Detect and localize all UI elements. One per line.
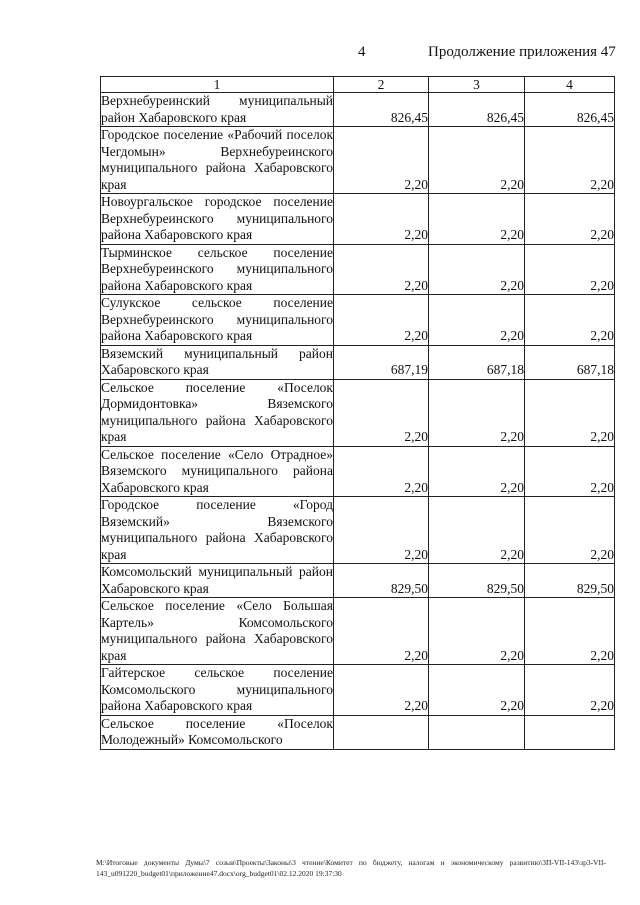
table-row [101, 93, 615, 127]
table-row [101, 715, 615, 749]
value-cell-col2: 2,20 [334, 295, 429, 346]
municipality-name-cell: Сулукское сельское поселение Верхнебуреинского муниципального района Хабаровского края [101, 295, 333, 343]
table-row [101, 379, 615, 446]
municipality-name-cell: Верхнебуреинский муниципальный район Хабаровского края [101, 93, 333, 125]
municipality-name-cell: Сельское поселение «Поселок Молодежный» Комсомольского [101, 715, 333, 747]
value-cell-col2: 2,20 [334, 379, 429, 446]
column-header: 4 [525, 77, 615, 93]
column-header: 1 [101, 77, 334, 93]
value-cell-col4: 2,20 [525, 598, 615, 665]
value-cell-col3: 2,20 [429, 244, 525, 295]
value-cell-col3: 2,20 [429, 127, 525, 194]
value-cell-col3: 2,20 [429, 379, 525, 446]
table-row [101, 295, 615, 346]
value-cell-col2: 826,45 [334, 93, 429, 127]
column-header: 2 [334, 77, 429, 93]
value-cell-col3: 2,20 [429, 295, 525, 346]
municipality-name-cell: Вяземский муниципальный район Хабаровского края [101, 345, 333, 377]
value-cell-col2: 2,20 [334, 244, 429, 295]
column-header: 3 [429, 77, 525, 93]
table-row [101, 345, 615, 379]
value-cell-col2: 2,20 [334, 446, 429, 497]
municipality-name-cell: Новоургальское городское поселение Верхнебуреинского муниципального района Хабаровского края [101, 194, 333, 242]
value-cell-col2: 687,19 [334, 345, 429, 379]
table-row [101, 446, 615, 497]
municipality-name-cell: Городское поселение «Город Вяземский» Вяземского муниципального района Хабаровского края [101, 497, 333, 562]
table-row [101, 194, 615, 245]
municipality-name-cell: Комсомольский муниципальный район Хабаровского края [101, 564, 333, 596]
value-cell-col3: 826,45 [429, 93, 525, 127]
file-path-footer: M:\Итоговые документы Думы\7 созыв\Проекты\Законы\3 чтение\Комитет по бюджету, налогам и экономическому развитию\3П-VII-143\зр3-VII-143_u091220_budget01\приложение47.docx\org_budget01\02.12.2020 19:37:30 [96, 858, 606, 878]
table-row [101, 564, 615, 598]
value-cell-col2: 2,20 [334, 127, 429, 194]
value-cell-col4 [525, 715, 615, 749]
value-cell-col4: 2,20 [525, 665, 615, 716]
value-cell-col4: 2,20 [525, 446, 615, 497]
appendix-table [100, 76, 615, 750]
value-cell-col4: 2,20 [525, 127, 615, 194]
value-cell-col3: 687,18 [429, 345, 525, 379]
value-cell-col3: 2,20 [429, 497, 525, 564]
value-cell-col4: 829,50 [525, 564, 615, 598]
value-cell-col2: 2,20 [334, 598, 429, 665]
municipality-name-cell: Сельское поселение «Село Большая Картель» Комсомольского муниципального района Хабаровского края [101, 598, 333, 663]
table-row [101, 127, 615, 194]
value-cell-col4: 687,18 [525, 345, 615, 379]
table-row [101, 244, 615, 295]
value-cell-col4: 2,20 [525, 194, 615, 245]
value-cell-col4: 2,20 [525, 379, 615, 446]
municipality-name-cell: Тырминское сельское поселение Верхнебуреинского муниципального района Хабаровского края [101, 244, 333, 293]
value-cell-col2: 2,20 [334, 497, 429, 564]
value-cell-col3: 2,20 [429, 194, 525, 245]
value-cell-col3: 2,20 [429, 446, 525, 497]
table-row [101, 598, 615, 665]
municipality-name-cell: Сельское поселение «Поселок Дормидонтовка» Вяземского муниципального района Хабаровского края [101, 379, 333, 444]
value-cell-col3 [429, 715, 525, 749]
value-cell-col3: 829,50 [429, 564, 525, 598]
table-header-row [101, 77, 615, 93]
value-cell-col2: 2,20 [334, 194, 429, 245]
continuation-title: Продолжение приложения 47 [428, 44, 616, 60]
page-number: 4 [358, 44, 366, 60]
value-cell-col4: 2,20 [525, 244, 615, 295]
table-row [101, 665, 615, 716]
municipality-name-cell: Гайтерское сельское поселение Комсомольского муниципального района Хабаровского края [101, 665, 333, 713]
municipality-name-cell: Городское поселение «Рабочий поселок Чегдомын» Верхнебуреинского муниципального района Хабаровского края [101, 127, 333, 192]
value-cell-col2: 829,50 [334, 564, 429, 598]
value-cell-col4: 2,20 [525, 295, 615, 346]
value-cell-col2 [334, 715, 429, 749]
value-cell-col3: 2,20 [429, 665, 525, 716]
value-cell-col4: 826,45 [525, 93, 615, 127]
value-cell-col2: 2,20 [334, 665, 429, 716]
table-row [101, 497, 615, 564]
value-cell-col4: 2,20 [525, 497, 615, 564]
municipality-name-cell: Сельское поселение «Село Отрадное» Вяземского муниципального района Хабаровского края [101, 446, 333, 495]
value-cell-col3: 2,20 [429, 598, 525, 665]
